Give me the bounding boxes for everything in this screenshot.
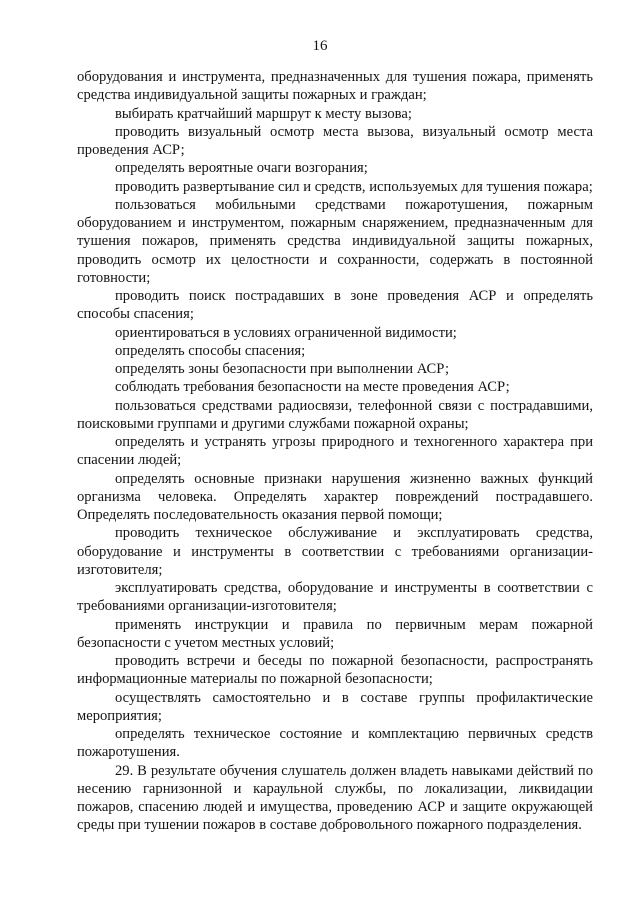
paragraph-skill: проводить развертывание сил и средств, используемых для тушения пожара; <box>115 178 593 195</box>
paragraph-skill: определять техническое состояние и комплектацию первичных средств пожаротушения. <box>77 726 593 761</box>
paragraph-skill: ориентироваться в условиях ограниченной видимости; <box>115 324 457 341</box>
paragraph-skill: проводить встречи и беседы по пожарной безопасности, распространять информационные материалы по пожарной безопасности; <box>77 653 593 688</box>
paragraph-skill: проводить поиск пострадавших в зоне проведения АСР и определять способы спасения; <box>77 288 593 323</box>
paragraph-skill: эксплуатировать средства, оборудование и инструменты в соответствии с требованиями организации-изготовителя; <box>77 580 593 615</box>
document-body <box>77 68 593 835</box>
paragraph-skill: определять и устранять угрозы природного и техногенного характера при спасении людей; <box>77 434 593 469</box>
paragraph-skill: применять инструкции и правила по первичным мерам пожарной безопасности с учетом местных условий; <box>77 616 593 651</box>
paragraph-skill: выбирать кратчайший маршрут к месту вызова; <box>115 105 412 122</box>
paragraph-skill: определять зоны безопасности при выполнении АСР; <box>115 361 450 377</box>
paragraph-skill: определять способы спасения; <box>115 342 306 359</box>
paragraph-skill: осуществлять самостоятельно и в составе группы профилактические мероприятия; <box>77 689 593 724</box>
paragraph-skill: проводить техническое обслуживание и эксплуатировать средства, оборудование и инструменты в соответствии с требованиями организации-изготовителя; <box>77 525 593 578</box>
paragraph-continuation: оборудования и инструмента, предназначенных для тушения пожара, применять средства индивидуальной защиты пожарных и граждан; <box>77 69 593 104</box>
paragraph-clause-29: 29. В результате обучения слушатель должен владеть навыками действий по несению гарнизонной и караульной службы, по локализации, ликвидации пожаров, спасению людей и имущества, проведению АСР и защите окружающей среды при тушении пожаров в составе добровольного пожарного подразделения. <box>77 762 593 834</box>
paragraph-skill: соблюдать требования безопасности на месте проведения АСР; <box>115 379 510 396</box>
paragraph-skill: пользоваться средствами радиосвязи, телефонной связи с пострадавшими, поисковыми группами и другими службами пожарной охраны; <box>77 397 593 432</box>
paragraph-skill: проводить визуальный осмотр места вызова, визуальный осмотр места проведения АСР; <box>77 123 593 158</box>
page-number: 16 <box>312 38 328 54</box>
paragraph-skill: определять вероятные очаги возгорания; <box>115 160 368 177</box>
paragraph-skill: определять основные признаки нарушения жизненно важных функций организма человека. Определять характер повреждений пострадавшего. Определять последовательность оказания первой помощи; <box>77 470 593 523</box>
paragraph-skill: пользоваться мобильными средствами пожаротушения, пожарным оборудованием и инструментом, пожарным снаряжением, предназначенным для тушения пожаров, применять средства индивидуальной защиты пожарных, проводить осмотр их целостности и сохранности, содержать в постоянной готовности; <box>77 196 593 286</box>
